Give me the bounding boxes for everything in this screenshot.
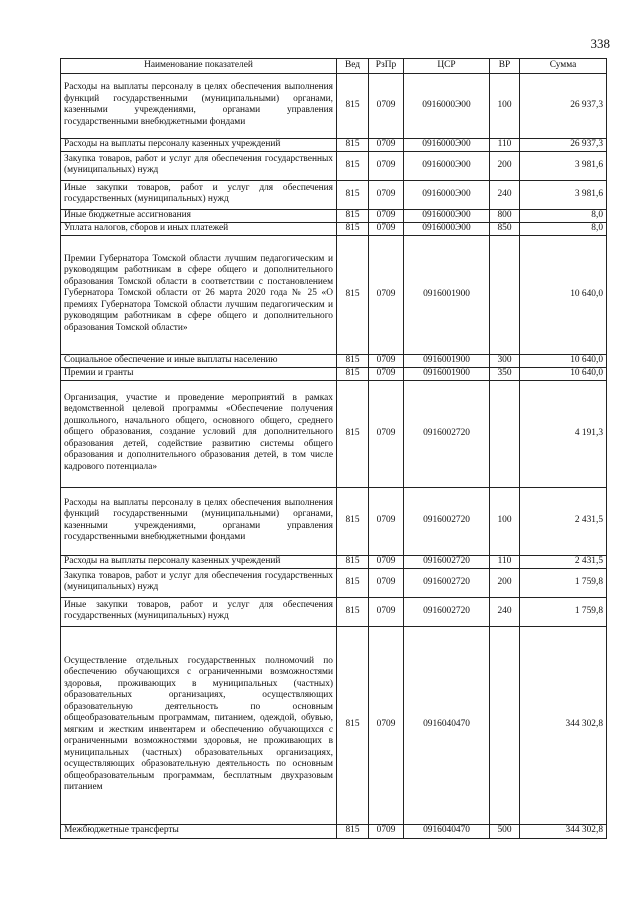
cell-ved: 815 bbox=[337, 597, 369, 626]
cell-name: Иные закупки товаров, работ и услуг для обеспечения государственных (муниципальных) нужд bbox=[61, 180, 337, 209]
cell-sum: 10 640,0 bbox=[520, 235, 607, 354]
cell-ved: 815 bbox=[337, 380, 369, 487]
table-row bbox=[61, 487, 607, 555]
cell-name: Организация, участие и проведение мероприятий в рамках ведомственной целевой программы «Обеспечение получения дошкольного, начального общего, основного общего, среднего общего образования, создание условий для дополнительного образования детей, содействие развитию системы общего образования и дополнительного образования детей, в том числе кадрового потенциала» bbox=[61, 380, 337, 487]
cell-rzpr: 0709 bbox=[369, 487, 404, 555]
cell-csr: 0916000Э00 bbox=[404, 73, 490, 138]
table-row bbox=[61, 367, 607, 380]
cell-rzpr: 0709 bbox=[369, 151, 404, 180]
cell-csr: 0916040470 bbox=[404, 626, 490, 824]
cell-vr: 110 bbox=[490, 138, 520, 151]
cell-sum: 1 759,8 bbox=[520, 568, 607, 597]
cell-rzpr: 0709 bbox=[369, 555, 404, 568]
cell-csr: 0916000Э00 bbox=[404, 151, 490, 180]
cell-ved: 815 bbox=[337, 151, 369, 180]
table-row bbox=[61, 209, 607, 222]
table-row bbox=[61, 151, 607, 180]
header-sum: Сумма bbox=[520, 59, 607, 74]
cell-name: Закупка товаров, работ и услуг для обеспечения государственных (муниципальных) нужд bbox=[61, 568, 337, 597]
cell-rzpr: 0709 bbox=[369, 209, 404, 222]
cell-csr: 0916040470 bbox=[404, 824, 490, 838]
table-row bbox=[61, 626, 607, 824]
header-csr: ЦСР bbox=[404, 59, 490, 74]
cell-name: Осуществление отдельных государственных полномочий по обеспечению обучающихся с ограниченными возможностями здоровья, проживающих в муниципальных (частных) образовательных организациях, осуществляющих образовательную деятельность по основным общеобразовательным программам, питанием, одеждой, обувью, мягким и жестким инвентарем и обеспечению обучающихся с ограниченными возможностями здоровья, не проживающих в муниципальных (частных) образовательных организациях, осуществляющих образовательную деятельность по основным общеобразовательным программам, бесплатным двухразовым питанием bbox=[61, 626, 337, 824]
table-row bbox=[61, 824, 607, 838]
budget-table bbox=[60, 58, 607, 839]
cell-csr: 0916002720 bbox=[404, 568, 490, 597]
cell-csr: 0916001900 bbox=[404, 367, 490, 380]
cell-vr: 100 bbox=[490, 73, 520, 138]
table-row bbox=[61, 354, 607, 367]
header-vr: ВР bbox=[490, 59, 520, 74]
cell-vr: 300 bbox=[490, 354, 520, 367]
page-number: 338 bbox=[590, 36, 610, 51]
table-row bbox=[61, 380, 607, 487]
table-row bbox=[61, 555, 607, 568]
cell-sum: 10 640,0 bbox=[520, 367, 607, 380]
cell-ved: 815 bbox=[337, 367, 369, 380]
cell-csr: 0916002720 bbox=[404, 380, 490, 487]
cell-rzpr: 0709 bbox=[369, 180, 404, 209]
cell-name: Межбюджетные трансферты bbox=[61, 824, 337, 838]
cell-sum: 26 937,3 bbox=[520, 138, 607, 151]
table-row bbox=[61, 222, 607, 235]
cell-vr: 100 bbox=[490, 487, 520, 555]
cell-csr: 0916001900 bbox=[404, 354, 490, 367]
table-row bbox=[61, 568, 607, 597]
cell-csr: 0916000Э00 bbox=[404, 222, 490, 235]
header-ved: Вед bbox=[337, 59, 369, 74]
header-name: Наименование показателей bbox=[61, 59, 337, 74]
cell-rzpr: 0709 bbox=[369, 626, 404, 824]
header-rzpr: РзПр bbox=[369, 59, 404, 74]
cell-name: Расходы на выплаты персоналу в целях обеспечения выполнения функций государственными (муниципальными) органами, казенными учреждениями, органами управления государственными внебюджетными фондами bbox=[61, 487, 337, 555]
cell-vr: 110 bbox=[490, 555, 520, 568]
table-row bbox=[61, 73, 607, 138]
cell-rzpr: 0709 bbox=[369, 597, 404, 626]
table-row bbox=[61, 235, 607, 354]
cell-name: Расходы на выплаты персоналу казенных учреждений bbox=[61, 555, 337, 568]
table-header-row bbox=[61, 59, 607, 74]
cell-csr: 0916001900 bbox=[404, 235, 490, 354]
table-row bbox=[61, 180, 607, 209]
cell-vr bbox=[490, 235, 520, 354]
cell-csr: 0916000Э00 bbox=[404, 209, 490, 222]
cell-sum: 1 759,8 bbox=[520, 597, 607, 626]
cell-name: Расходы на выплаты персоналу казенных учреждений bbox=[61, 138, 337, 151]
cell-name: Социальное обеспечение и иные выплаты населению bbox=[61, 354, 337, 367]
cell-csr: 0916002720 bbox=[404, 487, 490, 555]
cell-name: Уплата налогов, сборов и иных платежей bbox=[61, 222, 337, 235]
cell-name: Премии Губернатора Томской области лучшим педагогическим и руководящим работникам в сфере общего и дополнительного образования Томской области в соответствии с постановлением Губернатора Томской области от 26 марта 2020 года № 25 «О премиях Губернатора Томской области лучшим педагогическим и руководящим работникам в сфере общего и дополнительного образования Томской области» bbox=[61, 235, 337, 354]
cell-sum: 8,0 bbox=[520, 209, 607, 222]
cell-rzpr: 0709 bbox=[369, 380, 404, 487]
cell-name: Расходы на выплаты персоналу в целях обеспечения выполнения функций государственными (муниципальными) органами, казенными учреждениями, органами управления государственными внебюджетными фондами bbox=[61, 73, 337, 138]
cell-ved: 815 bbox=[337, 222, 369, 235]
cell-csr: 0916002720 bbox=[404, 555, 490, 568]
cell-rzpr: 0709 bbox=[369, 222, 404, 235]
cell-sum: 3 981,6 bbox=[520, 180, 607, 209]
cell-sum: 4 191,3 bbox=[520, 380, 607, 487]
cell-sum: 2 431,5 bbox=[520, 555, 607, 568]
cell-ved: 815 bbox=[337, 824, 369, 838]
cell-ved: 815 bbox=[337, 568, 369, 597]
cell-csr: 0916002720 bbox=[404, 597, 490, 626]
cell-ved: 815 bbox=[337, 354, 369, 367]
cell-ved: 815 bbox=[337, 487, 369, 555]
cell-ved: 815 bbox=[337, 626, 369, 824]
table-row bbox=[61, 138, 607, 151]
cell-name: Премии и гранты bbox=[61, 367, 337, 380]
cell-vr: 240 bbox=[490, 597, 520, 626]
cell-sum: 344 302,8 bbox=[520, 824, 607, 838]
cell-name: Закупка товаров, работ и услуг для обеспечения государственных (муниципальных) нужд bbox=[61, 151, 337, 180]
cell-sum: 10 640,0 bbox=[520, 354, 607, 367]
cell-rzpr: 0709 bbox=[369, 235, 404, 354]
cell-vr: 350 bbox=[490, 367, 520, 380]
cell-ved: 815 bbox=[337, 235, 369, 354]
cell-ved: 815 bbox=[337, 209, 369, 222]
cell-vr bbox=[490, 380, 520, 487]
cell-vr: 200 bbox=[490, 151, 520, 180]
cell-csr: 0916000Э00 bbox=[404, 138, 490, 151]
cell-vr: 500 bbox=[490, 824, 520, 838]
cell-ved: 815 bbox=[337, 180, 369, 209]
cell-rzpr: 0709 bbox=[369, 138, 404, 151]
cell-rzpr: 0709 bbox=[369, 367, 404, 380]
cell-rzpr: 0709 bbox=[369, 354, 404, 367]
cell-name: Иные бюджетные ассигнования bbox=[61, 209, 337, 222]
cell-vr: 240 bbox=[490, 180, 520, 209]
table-row bbox=[61, 597, 607, 626]
cell-ved: 815 bbox=[337, 555, 369, 568]
cell-vr: 200 bbox=[490, 568, 520, 597]
cell-sum: 2 431,5 bbox=[520, 487, 607, 555]
cell-rzpr: 0709 bbox=[369, 568, 404, 597]
table-body bbox=[61, 73, 607, 838]
cell-sum: 26 937,3 bbox=[520, 73, 607, 138]
cell-ved: 815 bbox=[337, 138, 369, 151]
cell-vr bbox=[490, 626, 520, 824]
cell-name: Иные закупки товаров, работ и услуг для обеспечения государственных (муниципальных) нужд bbox=[61, 597, 337, 626]
cell-sum: 344 302,8 bbox=[520, 626, 607, 824]
cell-vr: 800 bbox=[490, 209, 520, 222]
cell-rzpr: 0709 bbox=[369, 824, 404, 838]
cell-vr: 850 bbox=[490, 222, 520, 235]
cell-csr: 0916000Э00 bbox=[404, 180, 490, 209]
cell-ved: 815 bbox=[337, 73, 369, 138]
cell-rzpr: 0709 bbox=[369, 73, 404, 138]
cell-sum: 3 981,6 bbox=[520, 151, 607, 180]
cell-sum: 8,0 bbox=[520, 222, 607, 235]
